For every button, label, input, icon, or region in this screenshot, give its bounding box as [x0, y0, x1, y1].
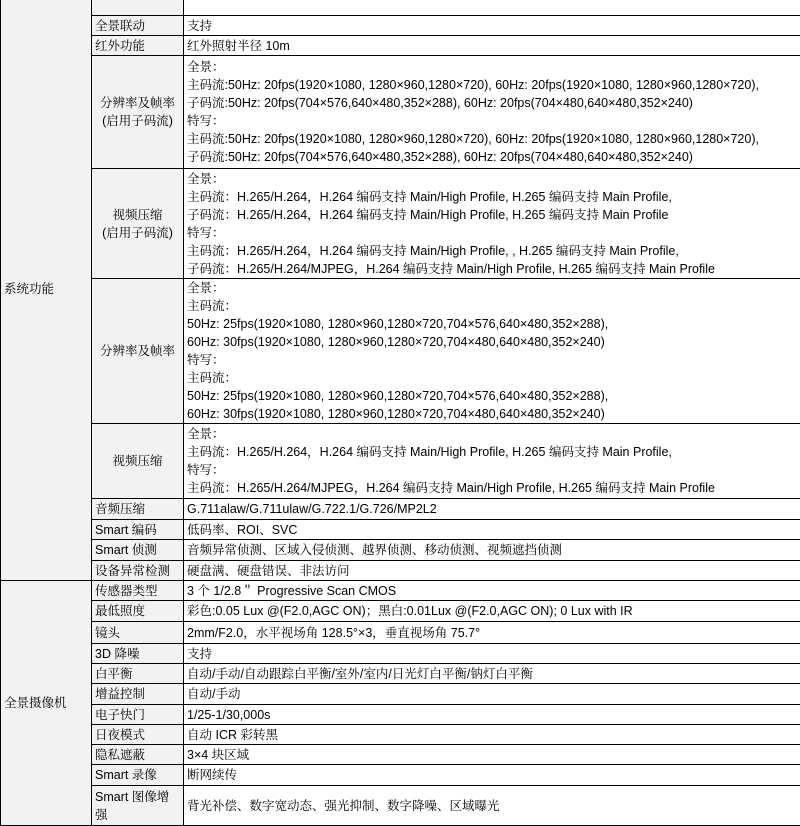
- param-value-cell: [184, 601, 800, 622]
- param-value-line: 1/25-1/30,000s: [187, 706, 797, 724]
- param-value-line: 2mm/F2.0，水平视场角 128.5°×3，垂直视场角 75.7°: [187, 624, 797, 642]
- spec-row: [1, 786, 800, 826]
- param-value-line: 全景：: [187, 425, 797, 443]
- param-label-cell: [92, 36, 184, 56]
- param-value-line: 3 个 1/2.8＂ Progressive Scan CMOS: [187, 582, 797, 600]
- param-label: 红外功能: [95, 39, 145, 53]
- param-label-cell: [92, 540, 184, 561]
- param-label-cell: [92, 725, 184, 745]
- param-label: Smart 图像增: [95, 788, 180, 806]
- param-label-cell: [92, 520, 184, 540]
- param-value-line: [187, 0, 797, 15]
- param-value-line: 全景：: [187, 170, 797, 188]
- param-value-cell: [184, 622, 800, 644]
- spec-row: [1, 622, 800, 644]
- param-value-line: 50Hz: 25fps(1920×1080, 1280×960,1280×720,704×576,640×480,352×288),: [187, 387, 797, 405]
- param-value-cell: [184, 765, 800, 786]
- param-value-line: 支持: [187, 645, 797, 663]
- param-value-line: 自动/手动/自动跟踪白平衡/室外/室内/日光灯白平衡/钠灯白平衡: [187, 665, 797, 683]
- spec-row: [1, 664, 800, 684]
- param-label-cell: [92, 16, 184, 36]
- param-value-line: 断网续传: [187, 766, 797, 784]
- spec-row: [1, 705, 800, 725]
- param-label-cell: [92, 499, 184, 520]
- param-label: Smart 编码: [95, 523, 157, 537]
- param-label: 增益控制: [95, 687, 145, 701]
- param-label-cell: [92, 622, 184, 644]
- param-value-cell: [184, 169, 800, 279]
- param-label: 视频压缩: [95, 206, 180, 224]
- param-value-line: 子码流:50Hz: 20fps(704×576,640×480,352×288), 60Hz: 20fps(704×480,640×480,352×240): [187, 94, 797, 112]
- spec-row: [1, 601, 800, 622]
- param-value-line: 子码流：H.265/H.264，H.264 编码支持 Main/High Profile, H.265 编码支持 Main Profile: [187, 206, 797, 224]
- param-value-cell: [184, 540, 800, 561]
- param-label: 音频压缩: [95, 502, 145, 516]
- spec-row: [1, 424, 800, 499]
- param-label: 白平衡: [95, 667, 133, 681]
- spec-row: [1, 16, 800, 36]
- param-value-line: 音频异常侦测、区域入侵侦测、越界侦测、移动侦测、视频遮挡侦测: [187, 541, 797, 559]
- param-value-cell: [184, 561, 800, 581]
- param-label-cell: [92, 56, 184, 169]
- param-value-cell: [184, 745, 800, 765]
- param-value-cell: [184, 664, 800, 684]
- param-label: 强: [95, 806, 180, 824]
- param-value-line: 特写：: [187, 112, 797, 130]
- param-label: (启用子码流): [95, 224, 180, 242]
- spec-row: [1, 644, 800, 664]
- param-value-cell: [184, 424, 800, 499]
- param-value-line: 主码流:50Hz: 20fps(1920×1080, 1280×960,1280×720), 60Hz: 20fps(1920×1080, 1280×960,1280×720),: [187, 130, 797, 148]
- param-value-line: 60Hz: 30fps(1920×1080, 1280×960,1280×720,704×480,640×480,352×240): [187, 333, 797, 351]
- param-value-line: 主码流：H.265/H.264，H.264 编码支持 Main/High Profile, H.265 编码支持 Main Profile,: [187, 188, 797, 206]
- param-value-line: 特写：: [187, 224, 797, 242]
- spec-row: [1, 561, 800, 581]
- param-label: 分辨率及帧率: [100, 344, 175, 358]
- param-value-line: 硬盘满、硬盘错误、非法访问: [187, 562, 797, 580]
- param-label: 传感器类型: [95, 584, 158, 598]
- group-panoramic-camera: [1, 581, 92, 826]
- param-value-line: 全景：: [187, 279, 797, 297]
- param-label-cell: [92, 0, 184, 16]
- param-label: (启用子码流): [95, 112, 180, 130]
- param-value-cell: [184, 499, 800, 520]
- param-value-cell: [184, 581, 800, 601]
- param-value-line: 子码流：H.265/H.264/MJPEG，H.264 编码支持 Main/High Profile, H.265 编码支持 Main Profile: [187, 260, 797, 278]
- param-label-cell: [92, 644, 184, 664]
- param-label-cell: [92, 561, 184, 581]
- param-label: 最低照度: [95, 604, 145, 618]
- param-value-cell: [184, 56, 800, 169]
- param-value-line: 全景：: [187, 58, 797, 76]
- param-label: 隐私遮蔽: [95, 748, 145, 762]
- param-label: Smart 侦测: [95, 543, 157, 557]
- param-value-line: 主码流：H.265/H.264，H.264 编码支持 Main/High Profile, , H.265 编码支持 Main Profile,: [187, 242, 797, 260]
- spec-row: [1, 499, 800, 520]
- param-value-line: 60Hz: 30fps(1920×1080, 1280×960,1280×720,704×480,640×480,352×240): [187, 405, 797, 423]
- spec-row: [1, 520, 800, 540]
- param-value-line: 支持: [187, 17, 797, 35]
- param-value-line: 低码率、ROI、SVC: [187, 521, 797, 539]
- param-label-cell: [92, 601, 184, 622]
- param-label: 视频压缩: [112, 454, 162, 468]
- param-value-line: 主码流：: [187, 297, 797, 315]
- param-label: 日夜模式: [95, 728, 145, 742]
- spec-row: [1, 540, 800, 561]
- param-label-cell: [92, 581, 184, 601]
- param-label-cell: [92, 169, 184, 279]
- param-label-cell: [92, 765, 184, 786]
- spec-row: [1, 745, 800, 765]
- param-label: 电子快门: [95, 708, 145, 722]
- param-label-cell: [92, 279, 184, 424]
- spec-row: [1, 725, 800, 745]
- param-label-cell: [92, 745, 184, 765]
- spec-row: [1, 279, 800, 424]
- param-label-cell: [92, 684, 184, 705]
- param-value-cell: [184, 520, 800, 540]
- param-label: 分辨率及帧率: [95, 94, 180, 112]
- param-value-line: 主码流:50Hz: 20fps(1920×1080, 1280×960,1280×720), 60Hz: 20fps(1920×1080, 1280×960,1280×720),: [187, 76, 797, 94]
- param-value-cell: [184, 644, 800, 664]
- spec-row: [1, 765, 800, 786]
- param-value-cell: [184, 16, 800, 36]
- group-label: 系统功能: [4, 282, 54, 296]
- param-label-cell: [92, 705, 184, 725]
- param-label: 3D 降噪: [95, 647, 139, 661]
- param-label-cell: [92, 664, 184, 684]
- param-value-cell: [184, 0, 800, 16]
- spec-row: [1, 169, 800, 279]
- group-label: 全景摄像机: [4, 696, 67, 710]
- param-value-cell: [184, 725, 800, 745]
- param-value-line: 自动 ICR 彩转黑: [187, 726, 797, 744]
- param-value-line: 特写：: [187, 351, 797, 369]
- spec-row: [1, 581, 800, 601]
- param-value-line: 自动/手动: [187, 685, 797, 703]
- param-value-line: 主码流：: [187, 369, 797, 387]
- param-value-cell: [184, 279, 800, 424]
- param-label: Smart 录像: [95, 768, 157, 782]
- param-value-line: 彩色:0.05 Lux @(F2.0,AGC ON)；黑白:0.01Lux @(F2.0,AGC ON); 0 Lux with IR: [187, 602, 797, 620]
- param-value-cell: [184, 705, 800, 725]
- param-value-cell: [184, 786, 800, 826]
- param-value-line: 50Hz: 25fps(1920×1080, 1280×960,1280×720,704×576,640×480,352×288),: [187, 315, 797, 333]
- param-label: 镜头: [95, 626, 120, 640]
- param-label: 设备异常检测: [95, 564, 170, 578]
- param-value-line: 主码流：H.265/H.264/MJPEG，H.264 编码支持 Main/High Profile, H.265 编码支持 Main Profile: [187, 479, 797, 497]
- param-label: 全景联动: [95, 19, 145, 33]
- spec-row: [1, 684, 800, 705]
- param-value-line: 特写：: [187, 461, 797, 479]
- param-value-line: G.711alaw/G.711ulaw/G.722.1/G.726/MP2L2: [187, 500, 797, 518]
- param-value-line: 主码流：H.265/H.264，H.264 编码支持 Main/High Profile, H.265 编码支持 Main Profile,: [187, 443, 797, 461]
- param-value-line: 3×4 块区域: [187, 746, 797, 764]
- param-value-cell: [184, 36, 800, 56]
- group-system-functions: [1, 0, 92, 581]
- param-label-cell: [92, 424, 184, 499]
- param-value-line: 子码流:50Hz: 20fps(704×576,640×480,352×288), 60Hz: 20fps(704×480,640×480,352×240): [187, 148, 797, 166]
- param-value-cell: [184, 684, 800, 705]
- spec-row: [1, 0, 800, 16]
- spec-row: [1, 36, 800, 56]
- param-value-line: 背光补偿、数字宽动态、强光抑制、数字降噪、区域曝光: [187, 797, 797, 815]
- param-value-line: 红外照射半径 10m: [187, 37, 797, 55]
- spec-row: [1, 56, 800, 169]
- param-label-cell: [92, 786, 184, 826]
